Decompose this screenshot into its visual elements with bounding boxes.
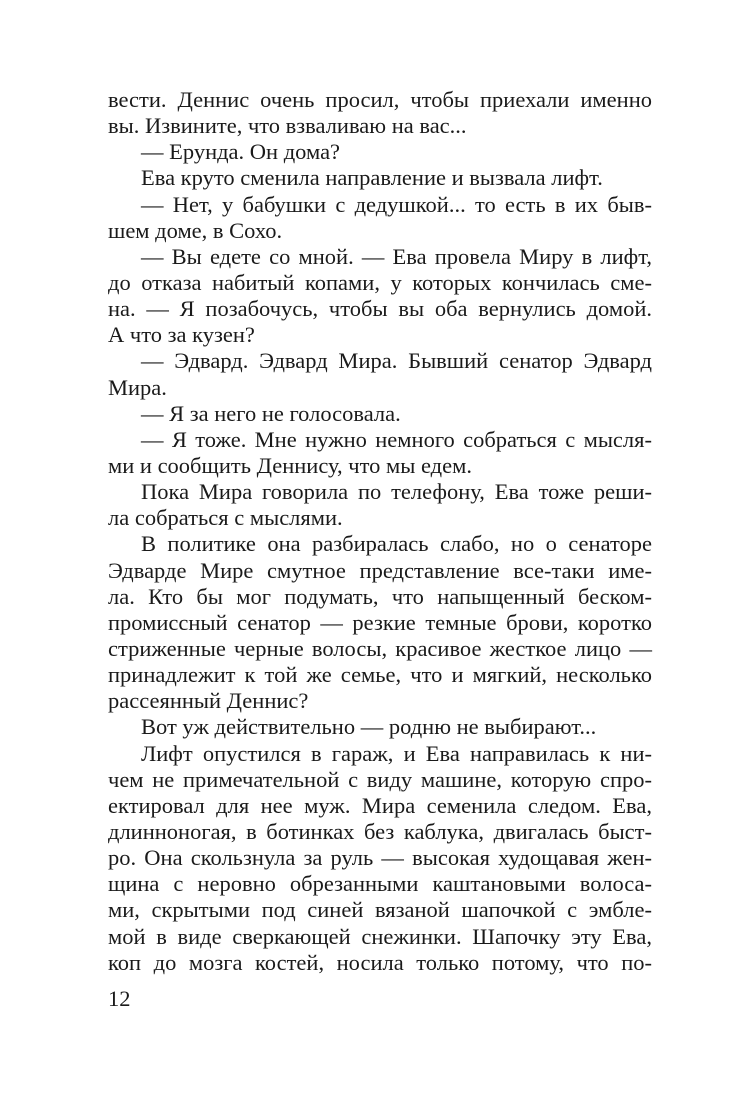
text-line: Ева круто сменила направление и вызвала лифт.: [141, 165, 603, 191]
text-line: промиссный сенатор — резкие темные брови, коротко: [108, 609, 652, 635]
text-line: Вот уж действительно — родню не выбирают...: [141, 714, 597, 740]
text-line: ла собраться с мыслями.: [108, 505, 343, 531]
text-line: длинноногая, в ботинках без каблука, двигалась быст-: [108, 818, 652, 844]
text-line: ро. Она скользнула за руль — высокая худощавая жен-: [108, 845, 652, 871]
text-line: коп до мозга костей, носила только потому, что по-: [108, 949, 652, 975]
text-line: на. — Я позабочусь, чтобы вы оба вернулись домой.: [108, 296, 652, 322]
text-line: рассеянный Деннис?: [108, 688, 309, 714]
text-line: А что за кузен?: [108, 322, 255, 348]
text-line: Эдварде Мире смутное представление все-таки име-: [108, 557, 652, 583]
text-line: — Вы едете со мной. — Ева провела Миру в лифт,: [141, 243, 652, 269]
page-number: 12: [108, 986, 131, 1011]
text-line: В политике она разбиралась слабо, но о сенаторе: [141, 531, 652, 557]
text-line: до отказа набитый копами, у которых кончилась сме-: [108, 269, 652, 295]
text-line: вести. Деннис очень просил, чтобы приехали именно: [108, 87, 652, 112]
text-line: — Я тоже. Мне нужно немного собраться с мысля-: [141, 426, 652, 452]
text-line: ектировал для нее муж. Мира семенила следом. Ева,: [108, 792, 652, 818]
text-line: принадлежит к той же семье, что и мягкий, несколько: [108, 662, 652, 688]
text-line: — Нет, у бабушки с дедушкой... то есть в их быв-: [141, 191, 652, 217]
text-line: ми, скрытыми под синей вязаной шапочкой с эмбле-: [108, 897, 652, 923]
text-line: Мира.: [108, 374, 167, 400]
body-text: [108, 87, 652, 976]
text-line: шем доме, в Сохо.: [108, 217, 283, 243]
text-line: ми и сообщить Деннису, что мы едем.: [108, 452, 472, 478]
text-line: — Я за него не голосовала.: [141, 400, 401, 426]
text-line: — Ерунда. Он дома?: [141, 139, 341, 165]
text-line: стриженные черные волосы, красивое жесткое лицо —: [108, 635, 652, 661]
text-line: — Эдвард. Эдвард Мира. Бывший сенатор Эдвард: [141, 348, 652, 374]
text-line: ла. Кто бы мог подумать, что напыщенный беском-: [108, 583, 652, 609]
text-line: мой в виде сверкающей снежинки. Шапочку эту Ева,: [108, 923, 652, 949]
text-line: Пока Мира говорила по телефону, Ева тоже реши-: [141, 479, 652, 505]
text-line: щина с неровно обрезанными каштановыми волоса-: [108, 871, 652, 897]
text-line: вы. Извините, что взваливаю на вас...: [108, 113, 467, 139]
text-line: Лифт опустился в гараж, и Ева направилась к ни-: [141, 740, 652, 766]
text-line: чем не примечательной с виду машине, которую спро-: [108, 766, 652, 792]
